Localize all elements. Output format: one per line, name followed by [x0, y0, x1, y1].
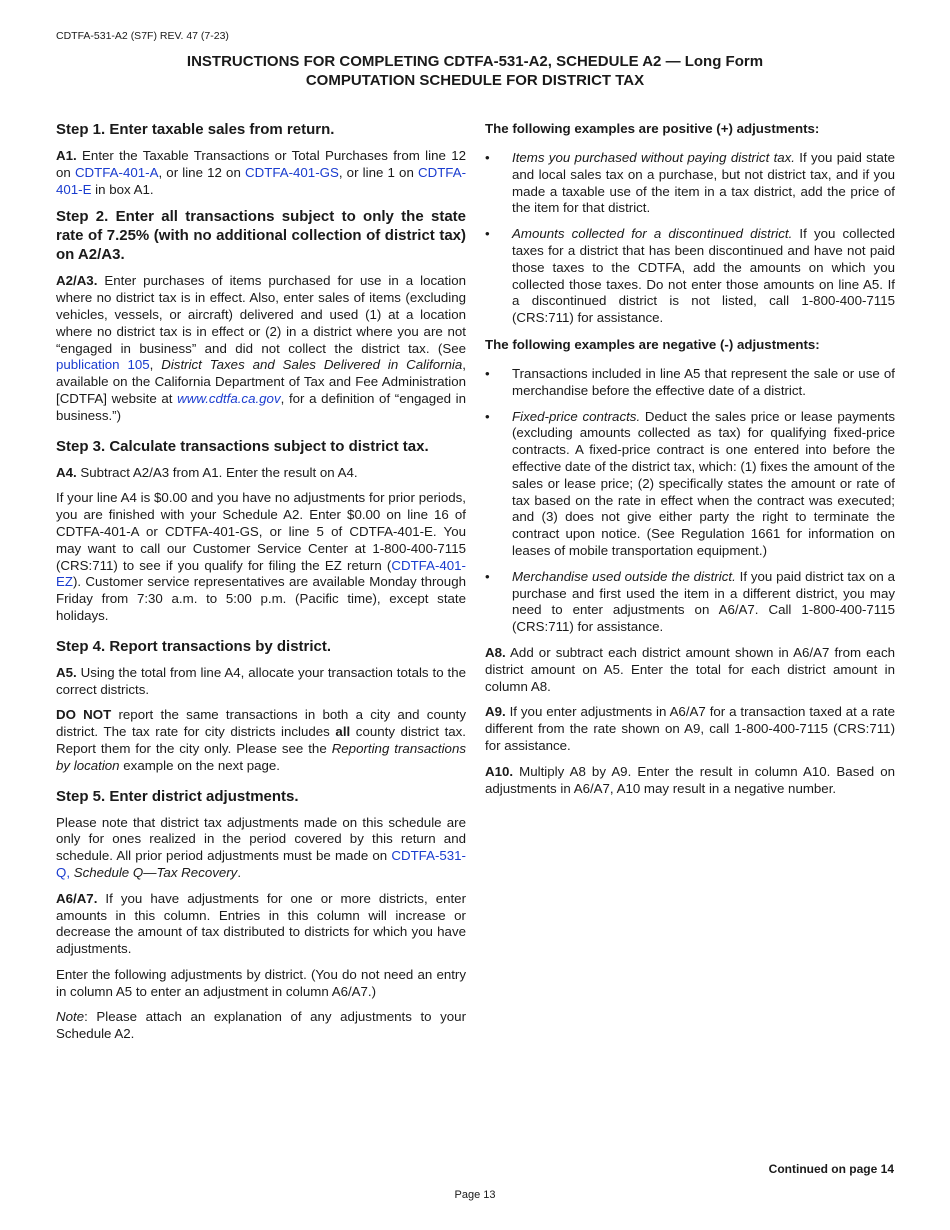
a1-text: , or line 1 on: [338, 164, 418, 180]
a5-paragraph: [56, 665, 466, 699]
item-text: If you paid state and local sales tax on a purchase, but not district tax, and if you made a taxable use of the item in a tax district, add the price of the item for that district.: [512, 150, 895, 216]
a8-paragraph: [485, 645, 895, 695]
page-title: INSTRUCTIONS FOR COMPLETING CDTFA-531-A2, SCHEDULE A2 — Long Form: [186, 53, 764, 70]
item-text: If you paid district tax on a purchase and first used the item in a different district, you may need to enter adjustments on A6/A7. Call 1-800-400-7115 (CRS:711) for assistance.: [512, 568, 895, 635]
a2a3-text: Enter purchases of items purchased for use in a location where no district tax is in effect. Also, enter sales of items (excluding vehicles, vessels, or aircraft) delivered and used (1) at a location where no district tax is in effect or (2) in a district where you are not “engaged in business” and did not collect the district tax. (See: [56, 273, 466, 356]
continued-notice: Continued on page 14: [768, 1162, 894, 1176]
step4-heading: Step 4. Report transactions by district.: [56, 637, 332, 655]
list-item: [485, 409, 895, 560]
a1-text: , or line 12 on: [158, 164, 245, 180]
a1-paragraph: [56, 148, 466, 198]
a1-text: Enter the Taxable Transactions or Total Purchases from line 12 on: [56, 148, 466, 180]
paragraph-text: If your line A4 is $0.00 and you have no adjustments for prior periods, you are finished with your Schedule A2. Enter $0.00 on line 16 of CDTFA-401-A or CDTFA-401-GS, or line 5 of CDTFA-401-E. You may want to call our Customer Service Center at 1-800-400-7115 (CRS:711) to see if you qualify for filing the EZ return (: [56, 490, 466, 573]
do-not-label: DO NOT: [56, 707, 112, 723]
paragraph-text: Please note that district tax adjustments made on this schedule are only for ones realized in the period covered by this return and schedule. All prior period adjustments must be made on: [56, 814, 466, 864]
list-item: [485, 366, 895, 400]
a4-paragraph: [56, 465, 466, 482]
cdtfa-401-a-link[interactable]: CDTFA-401-A: [74, 164, 159, 180]
step5-heading: Step 5. Enter district adjustments.: [56, 787, 299, 805]
step2-heading: Step 2. Enter all transactions subject to only the state rate of 7.25% (with no additional collection of district tax) on A2/A3.: [56, 208, 466, 264]
item-title: Amounts collected for a discontinued district.: [512, 226, 793, 242]
adjustments-instruction: Enter the following adjustments by district. (You do not need an entry in column A5 to enter an adjustment in column A6/A7.): [56, 966, 466, 999]
a5-text: Using the total from line A4, allocate your transaction totals to the correct districts.: [56, 664, 466, 697]
a6a7-paragraph: [56, 891, 466, 958]
list-item: [485, 150, 895, 217]
paragraph-text: ). Customer service representatives are available Monday through Friday from 7:30 a.m. to 5:00 p.m. (Pacific time), except state holidays.: [56, 574, 466, 623]
do-not-paragraph: [56, 707, 466, 774]
step3-heading: Step 3. Calculate transactions subject to district tax.: [56, 437, 429, 455]
item-title: Items you purchased without paying district tax.: [512, 150, 795, 165]
page-number: Page 13: [454, 1189, 496, 1201]
a8-label: A8.: [485, 644, 506, 660]
item-title: Fixed-price contracts.: [512, 408, 641, 424]
a2a3-text: , available on the California Department of Tax and Fee Administration [CDTFA] website at: [56, 357, 466, 406]
note-text: : Please attach an explanation of any adjustments to your Schedule A2.: [56, 1009, 466, 1042]
cdtfa-401-e-link[interactable]: CDTFA-401-E: [56, 164, 466, 197]
a2a3-label: A2/A3.: [56, 273, 98, 289]
paragraph-text: example on the next page.: [119, 757, 280, 773]
item-text: Deduct the sales price or lease payments (excluding amounts collected as tax) for qualifying fixed-price contracts. A fixed-price contract is one entered into before the effective date of the district tax, which: (1) fixes the amount of the sales or lease price; (2) specifically states the amount or rate of tax based on the rate in effect when the contract was executed; and (3) does not give either party the right to terminate the contract upon notice. (See Regulation 1661 for information on leases of mobile transportation equipment.): [512, 408, 895, 558]
note-label: Note: [56, 1009, 85, 1025]
a1-label: A1.: [56, 148, 77, 163]
a8-text: Add or subtract each district amount shown in A6/A7 from each district amount on A5. Enter the total for each district amount in column A8.: [485, 644, 895, 694]
page-subtitle: COMPUTATION SCHEDULE FOR DISTRICT TAX: [305, 72, 645, 89]
negative-adjustments-list: [485, 366, 895, 636]
negative-adjustments-heading: The following examples are negative (-) adjustments:: [485, 336, 820, 352]
cdtfa-401-gs-link[interactable]: CDTFA-401-GS: [245, 164, 339, 180]
item-text: Transactions included in line A5 that represent the sale or use of merchandise before the effective date of a district.: [512, 365, 895, 398]
adjustments-note-paragraph: [56, 815, 466, 882]
cdtfa-401-ez-link[interactable]: CDTFA-401-EZ: [56, 557, 466, 590]
a10-paragraph: [485, 764, 895, 798]
publication-title: District Taxes and Sales Delivered in California: [161, 357, 463, 373]
a10-text: Multiply A8 by A9. Enter the result in column A10. Based on adjustments in A6/A7, A10 may result in a negative number.: [485, 763, 895, 796]
left-column: [56, 120, 466, 1052]
item-title: Merchandise used outside the district.: [512, 568, 736, 584]
a5-label: A5.: [56, 664, 77, 680]
example-reference: Reporting transactions by location: [56, 740, 466, 773]
a2a3-text: ,: [149, 357, 162, 373]
step1-heading: Step 1. Enter taxable sales from return.: [56, 121, 335, 138]
a6a7-text: If you have adjustments for one or more districts, enter amounts in this column. Entries in this column will increase or decrease the amount of tax distributed to districts for which you have adjustments.: [56, 890, 466, 957]
a2a3-paragraph: [56, 273, 466, 424]
a10-label: A10.: [485, 763, 514, 779]
cdtfa-531-q-link[interactable]: CDTFA-531-Q,: [56, 848, 466, 880]
positive-adjustments-list: [485, 150, 895, 327]
form-id: CDTFA-531-A2 (S7F) REV. 47 (7-23): [56, 30, 229, 42]
right-column: [485, 120, 895, 806]
cdtfa-website-link[interactable]: www.cdtfa.ca.gov: [177, 390, 281, 406]
note-paragraph: [56, 1009, 466, 1043]
paragraph-text: report the same transactions in both a city and county district. The tax rate for city districts includes: [56, 707, 466, 740]
paragraph-text: county district tax. Report them for the city only. Please see the: [56, 724, 466, 756]
paragraph-text: .: [237, 864, 242, 880]
a9-paragraph: [485, 704, 895, 754]
a4-label: A4.: [56, 464, 77, 480]
schedule-q-title: Schedule Q—Tax Recovery: [73, 864, 238, 880]
publication-105-link[interactable]: publication 105: [56, 357, 150, 373]
list-item: [485, 569, 895, 636]
a9-label: A9.: [485, 704, 506, 720]
a6a7-label: A6/A7.: [56, 890, 98, 906]
positive-adjustments-heading: The following examples are positive (+) adjustments:: [485, 121, 820, 136]
emphasis-all: all: [335, 724, 351, 740]
a1-text: in box A1.: [91, 181, 154, 197]
item-text: If you collected taxes for a district that has been discontinued and have not paid those taxes to the CDTFA, add the amounts on which you collected those taxes. Do not enter those amounts on line A5. If a discontinued district is not listed, call 1-800-400-7115 (CRS:711) for assistance.: [512, 226, 895, 326]
zero-balance-paragraph: [56, 490, 466, 624]
a2a3-text: , for a definition of “engaged in business.”): [56, 390, 466, 423]
list-item: [485, 226, 895, 327]
a4-text: Subtract A2/A3 from A1. Enter the result on A4.: [76, 464, 358, 480]
a9-text: If you enter adjustments in A6/A7 for a transaction taxed at a rate different from the rate shown on A9, call 1-800-400-7115 (CRS:711) for assistance.: [485, 704, 895, 753]
